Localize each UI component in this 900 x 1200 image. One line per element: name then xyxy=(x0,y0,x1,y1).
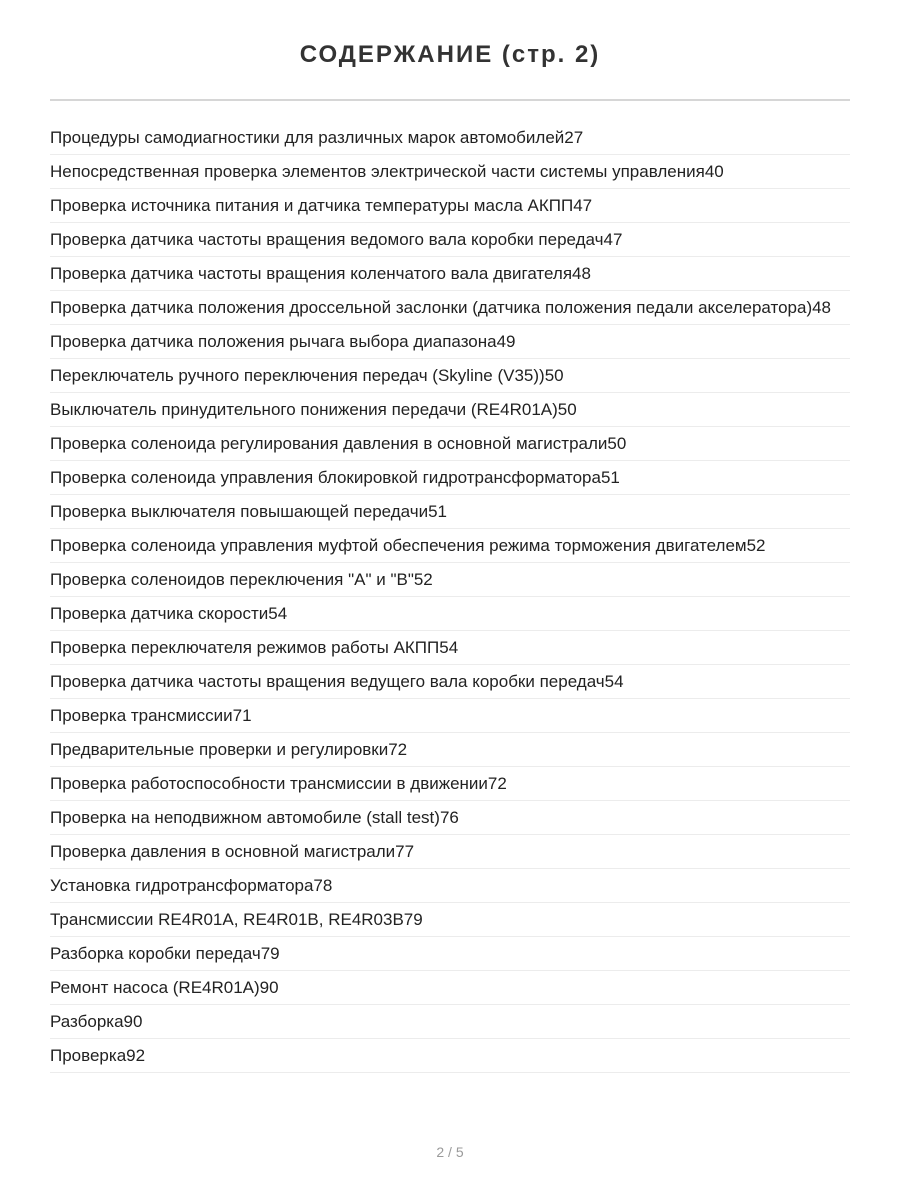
toc-entry[interactable]: Процедуры самодиагностики для различных марок автомобилей27 xyxy=(50,121,850,155)
toc-entry[interactable]: Проверка выключателя повышающей передачи51 xyxy=(50,495,850,529)
toc-entry[interactable]: Трансмиссии RE4R01A, RE4R01B, RE4R03B79 xyxy=(50,903,850,937)
toc-entry[interactable]: Проверка соленоида управления блокировкой гидротрансформатора51 xyxy=(50,461,850,495)
toc-entry[interactable]: Переключатель ручного переключения передач (Skyline (V35))50 xyxy=(50,359,850,393)
toc-entry[interactable]: Проверка92 xyxy=(50,1039,850,1073)
toc-entry[interactable]: Проверка датчика положения рычага выбора диапазона49 xyxy=(50,325,850,359)
title-divider xyxy=(50,99,850,101)
toc-entry[interactable]: Предварительные проверки и регулировки72 xyxy=(50,733,850,767)
toc-entry[interactable]: Проверка датчика положения дроссельной заслонки (датчика положения педали акселератора)48 xyxy=(50,291,850,325)
page-number: 2 / 5 xyxy=(436,1144,464,1160)
toc-entry[interactable]: Проверка датчика частоты вращения ведомого вала коробки передач47 xyxy=(50,223,850,257)
toc-entry[interactable]: Ремонт насоса (RE4R01A)90 xyxy=(50,971,850,1005)
toc-entry[interactable]: Разборка коробки передач79 xyxy=(50,937,850,971)
page-title: СОДЕРЖАНИЕ (стр. 2) xyxy=(299,41,601,68)
toc-entry[interactable]: Проверка датчика частоты вращения ведущего вала коробки передач54 xyxy=(50,665,850,699)
toc-entry[interactable]: Проверка соленоидов переключения "A" и "B"52 xyxy=(50,563,850,597)
toc-entry[interactable]: Разборка90 xyxy=(50,1005,850,1039)
toc-entry[interactable]: Непосредственная проверка элементов электрической части системы управления40 xyxy=(50,155,850,189)
toc-entry[interactable]: Проверка соленоида управления муфтой обеспечения режима торможения двигателем52 xyxy=(50,529,850,563)
toc-entry[interactable]: Проверка на неподвижном автомобиле (stall test)76 xyxy=(50,801,850,835)
toc-entry[interactable]: Проверка датчика частоты вращения коленчатого вала двигателя48 xyxy=(50,257,850,291)
table-of-contents xyxy=(50,121,850,1073)
toc-entry[interactable]: Проверка соленоида регулирования давления в основной магистрали50 xyxy=(50,427,850,461)
toc-entry[interactable]: Проверка переключателя режимов работы АКПП54 xyxy=(50,631,850,665)
toc-entry[interactable]: Проверка работоспособности трансмиссии в движении72 xyxy=(50,767,850,801)
toc-entry[interactable]: Проверка датчика скорости54 xyxy=(50,597,850,631)
toc-entry[interactable]: Проверка источника питания и датчика температуры масла АКПП47 xyxy=(50,189,850,223)
toc-entry[interactable]: Выключатель принудительного понижения передачи (RE4R01A)50 xyxy=(50,393,850,427)
toc-entry[interactable]: Проверка трансмиссии71 xyxy=(50,699,850,733)
toc-entry[interactable]: Установка гидротрансформатора78 xyxy=(50,869,850,903)
toc-entry[interactable]: Проверка давления в основной магистрали77 xyxy=(50,835,850,869)
